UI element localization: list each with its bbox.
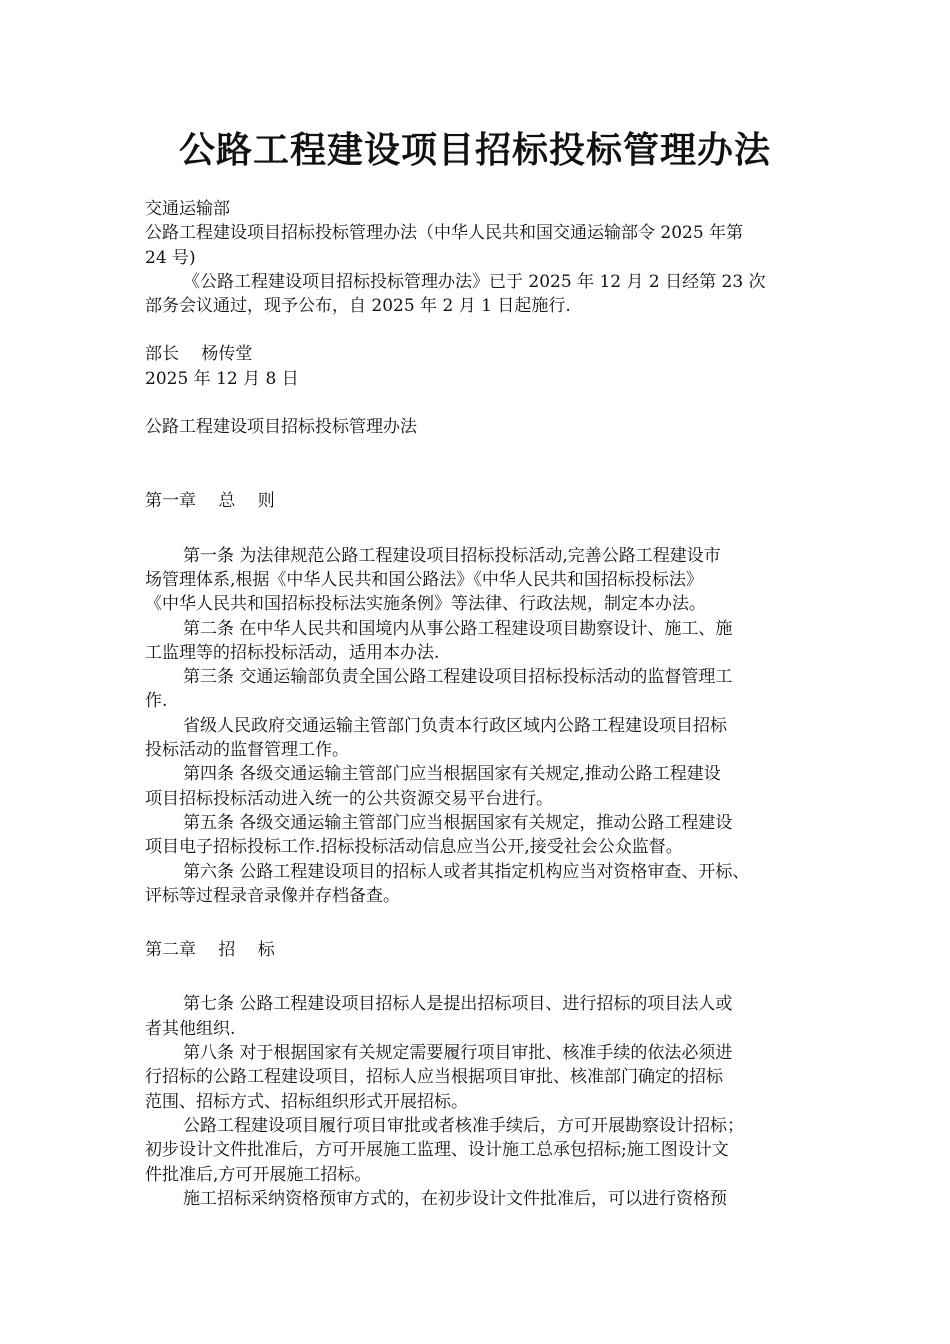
issuer: 交通运输部	[145, 199, 230, 219]
announce-line: 部务会议通过，现予公布，自 2025 年 2 月 1 日起施行.	[145, 296, 571, 317]
document-title: 公路工程建设项目招标投标管理办法	[178, 129, 771, 171]
article-line: 初步设计文件批准后，方可开展施工监理、设计施工总承包招标;施工图设计文	[145, 1140, 729, 1161]
article-line: 工监理等的招标投标活动，适用本办法.	[145, 642, 440, 663]
chapter-heading: 第二章 招 标	[145, 940, 275, 961]
chapter-heading: 第一章 总 则	[145, 491, 275, 512]
article-line: 第七条 公路工程建设项目招标人是提出招标项目、进行招标的项目法人或	[183, 994, 733, 1015]
order-line: 公路工程建设项目招标投标管理办法（中华人民共和国交通运输部令 2025 年第	[145, 223, 744, 244]
article-line: 第八条 对于根据国家有关规定需要履行项目审批、核准手续的依法必须进	[183, 1043, 733, 1064]
article-line: 施工招标采纳资格预审方式的，在初步设计文件批准后，可以进行资格预	[183, 1188, 727, 1209]
article-line: 项目招标投标活动进入统一的公共资源交易平台进行。	[145, 788, 553, 809]
article-line: 第六条 公路工程建设项目的招标人或者其指定机构应当对资格审查、开标、	[183, 861, 750, 882]
article-line: 评标等过程录音录像并存档备查。	[145, 885, 400, 906]
order-line: 24 号)	[145, 247, 196, 268]
article-line: 《中华人民共和国招标投标法实施条例》等法律、行政法规，制定本办法。	[145, 594, 706, 615]
article-line: 第四条 各级交通运输主管部门应当根据国家有关规定,推动公路工程建设	[183, 764, 721, 785]
article-line: 作.	[145, 691, 168, 712]
article-line: 行招标的公路工程建设项目，招标人应当根据项目审批、核准部门确定的招标	[145, 1067, 723, 1088]
announce-line: 《公路工程建设项目招标投标管理办法》已于 2025 年 12 月 2 日经第 23 次	[183, 271, 766, 292]
doc-name: 公路工程建设项目招标投标管理办法	[145, 417, 417, 438]
article-line: 第三条 交通运输部负责全国公路工程建设项目招标投标活动的监督管理工	[183, 667, 733, 688]
sign-date: 2025 年 12 月 8 日	[145, 368, 299, 389]
article-line: 第一条 为法律规范公路工程建设项目招标投标活动,完善公路工程建设市	[183, 545, 721, 566]
signatory: 部长 杨传堂	[145, 344, 253, 365]
article-line: 件批准后,方可开展施工招标。	[145, 1164, 372, 1185]
article-line: 投标活动的监督管理工作。	[145, 740, 349, 761]
article-line: 公路工程建设项目履行项目审批或者核准手续后，方可开展勘察设计招标；	[183, 1115, 744, 1136]
article-line: 省级人民政府交通运输主管部门负责本行政区域内公路工程建设项目招标	[183, 715, 727, 736]
article-line: 范围、招标方式、招标组织形式开展招标。	[145, 1091, 468, 1112]
document-body	[145, 197, 825, 1211]
article-line: 第五条 各级交通运输主管部门应当根据国家有关规定，推动公路工程建设	[183, 812, 733, 833]
article-line: 者其他组织.	[145, 1018, 236, 1039]
article-line: 项目电子招标投标工作.招标投标活动信息应当公开,接受社会公众监督。	[145, 837, 683, 858]
article-line: 第二条 在中华人民共和国境内从事公路工程建设项目勘察设计、施工、施	[183, 618, 733, 639]
article-line: 场管理体系,根据《中华人民共和国公路法》《中华人民共和国招标投标法》	[145, 569, 703, 590]
